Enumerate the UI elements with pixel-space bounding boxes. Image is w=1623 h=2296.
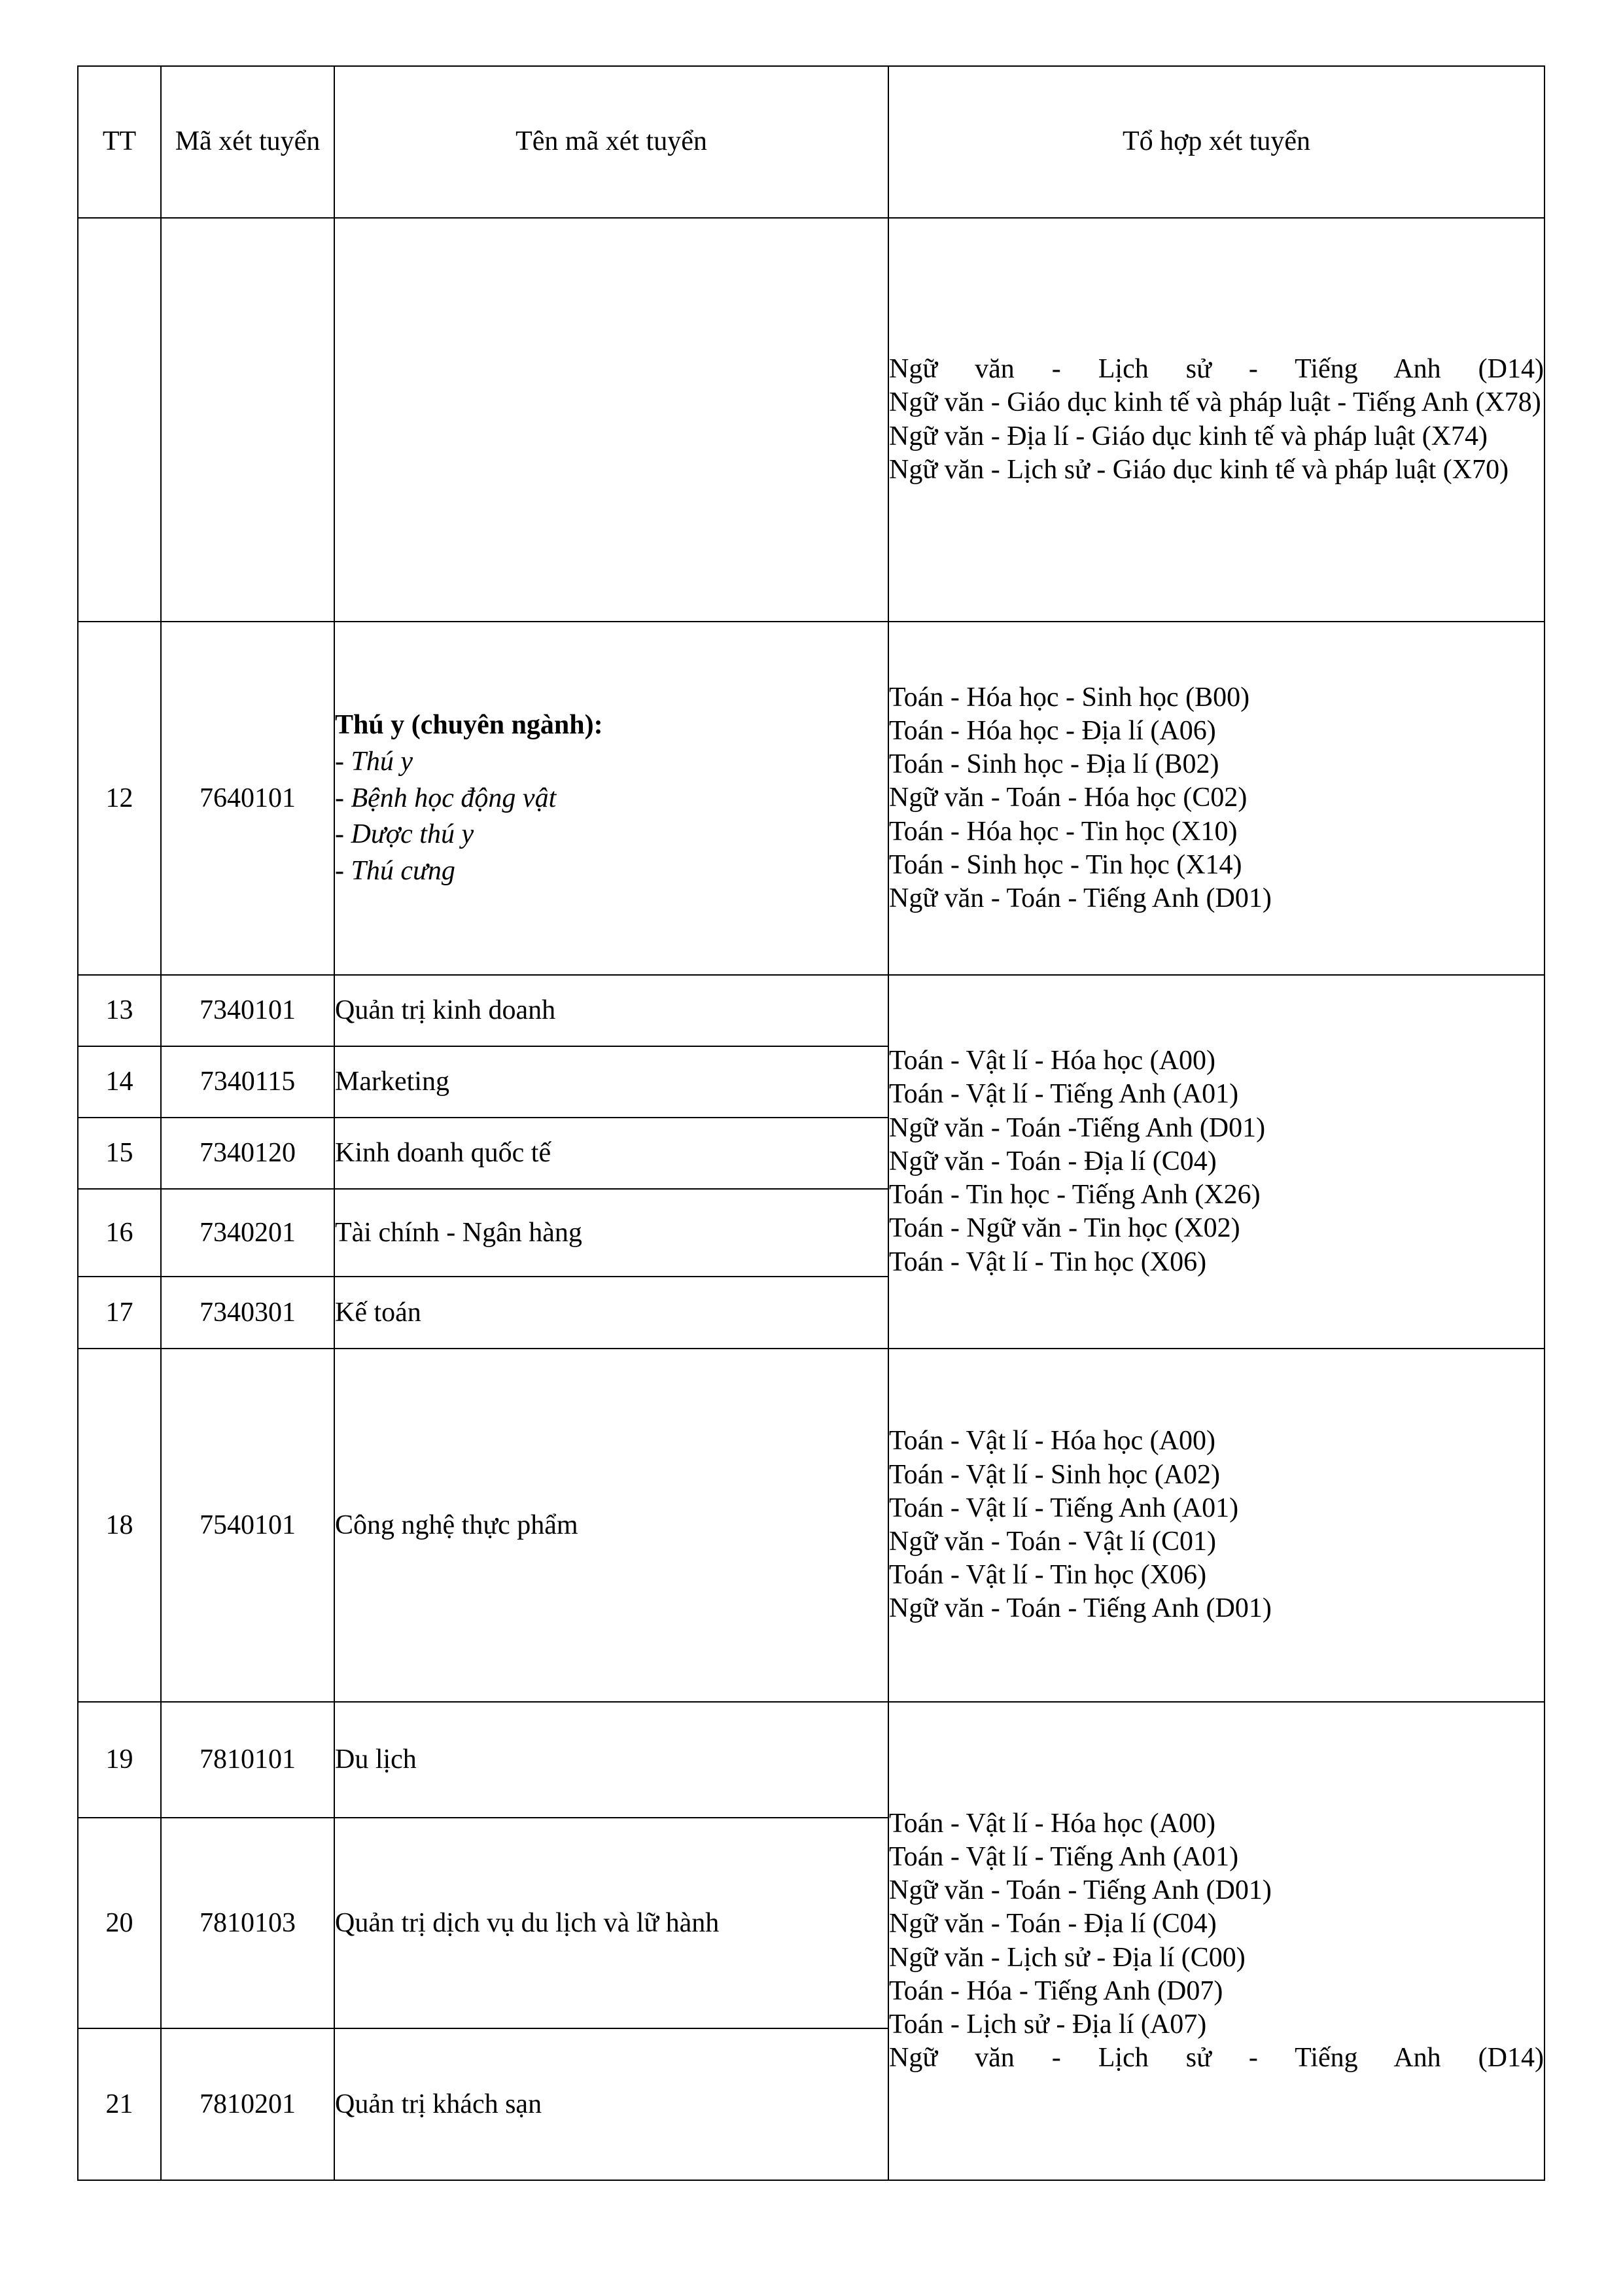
combination-item: Toán - Vật lí - Tin học (X06) (889, 1246, 1207, 1277)
combination-item: Toán - Tin học - Tiếng Anh (X26) (889, 1180, 1261, 1210)
column-header-combination: Tổ hợp xét tuyển (888, 66, 1544, 218)
combination-item: Toán - Hóa - Tiếng Anh (D07) (889, 1975, 1223, 2006)
cell-code-empty (161, 218, 334, 622)
program-subitem: - Dược thú y (335, 819, 474, 850)
combination-item: Ngữ văn - Toán - Địa lí (C04) (889, 1909, 1217, 1939)
cell-tt-empty (78, 218, 161, 622)
cell-name: Tài chính - Ngân hàng (334, 1189, 888, 1277)
cell-name: Quản trị khách sạn (334, 2028, 888, 2180)
combination-item: Toán - Vật lí - Hóa học (A00) (889, 1808, 1215, 1839)
combination-item: Toán - Vật lí - Tin học (X06) (889, 1560, 1207, 1591)
cell-code: 7340101 (161, 975, 334, 1046)
combination-item: Toán - Sinh học - Tin học (X14) (889, 849, 1242, 880)
column-header-name: Tên mã xét tuyển (334, 66, 888, 218)
combination-item: Toán - Lịch sử - Địa lí (A07) (889, 2009, 1207, 2040)
cell-combination-continuation (888, 218, 1544, 622)
combination-item: Toán - Vật lí - Hóa học (A00) (889, 1426, 1215, 1457)
cell-tt: 21 (78, 2028, 161, 2180)
cell-tt: 16 (78, 1189, 161, 1277)
table-row (78, 1702, 1544, 1818)
cell-name: Quản trị kinh doanh (334, 975, 888, 1046)
combination-item: Ngữ văn - Toán -Tiếng Anh (D01) (889, 1112, 1266, 1143)
cell-name: Kinh doanh quốc tế (334, 1118, 888, 1189)
combination-item: Ngữ văn - Toán - Tiếng Anh (D01) (889, 1875, 1272, 1906)
combination-item: Toán - Vật lí - Hóa học (A00) (889, 1046, 1215, 1076)
program-subitem: - Bệnh học động vật (335, 783, 557, 813)
cell-code: 7810103 (161, 1818, 334, 2028)
cell-name: Marketing (334, 1046, 888, 1118)
cell-name-empty (334, 218, 888, 622)
table-body (78, 218, 1544, 2180)
cell-combination (888, 622, 1544, 975)
cell-code: 7340120 (161, 1118, 334, 1189)
combination-item: Ngữ văn - Toán - Địa lí (C04) (889, 1146, 1217, 1176)
table-row (78, 975, 1544, 1046)
header-row (78, 66, 1544, 218)
cell-name: Du lịch (334, 1702, 888, 1818)
program-title: Thú y (chuyên ngành): (335, 709, 603, 740)
combination-item: Ngữ văn - Lịch sử - Tiếng Anh (D14) (889, 354, 1544, 385)
cell-combination-group-tourism (888, 1702, 1544, 2180)
table-row (78, 622, 1544, 975)
cell-tt: 20 (78, 1818, 161, 2028)
cell-tt: 17 (78, 1277, 161, 1349)
cell-code: 7340115 (161, 1046, 334, 1118)
table-header (78, 66, 1544, 218)
combination-item: Toán - Vật lí - Sinh học (A02) (889, 1459, 1221, 1490)
cell-code: 7340201 (161, 1189, 334, 1277)
cell-tt: 18 (78, 1349, 161, 1702)
cell-tt: 15 (78, 1118, 161, 1189)
combination-item: Ngữ văn - Toán - Vật lí (C01) (889, 1527, 1217, 1557)
combination-item: Ngữ văn - Lịch sử - Địa lí (C00) (889, 1942, 1246, 1973)
combination-item: Ngữ văn - Lịch sử - Tiếng Anh (D14) (889, 2043, 1544, 2074)
combination-item: Ngữ văn - Toán - Tiếng Anh (D01) (889, 883, 1272, 914)
combination-item: Ngữ văn - Lịch sử - Giáo dục kinh tế và pháp luật (X70) (889, 454, 1509, 485)
cell-tt: 13 (78, 975, 161, 1046)
cell-code: 7810201 (161, 2028, 334, 2180)
cell-combination-group-business (888, 975, 1544, 1349)
combination-item: Toán - Hóa học - Địa lí (A06) (889, 715, 1216, 746)
table-row (78, 1349, 1544, 1702)
combination-item: Toán - Hóa học - Tin học (X10) (889, 816, 1238, 847)
cell-code: 7810101 (161, 1702, 334, 1818)
cell-code: 7540101 (161, 1349, 334, 1702)
admissions-programs-table (77, 65, 1545, 2181)
column-header-code: Mã xét tuyển (161, 66, 334, 218)
cell-combination (888, 1349, 1544, 1702)
combination-item: Ngữ văn - Giáo dục kinh tế và pháp luật - Tiếng Anh (X78) (889, 387, 1541, 418)
cell-code: 7640101 (161, 622, 334, 975)
cell-tt: 14 (78, 1046, 161, 1118)
table-row-continuation (78, 218, 1544, 622)
cell-name (334, 622, 888, 975)
combination-item: Toán - Vật lí - Tiếng Anh (A01) (889, 1079, 1239, 1110)
cell-tt: 12 (78, 622, 161, 975)
column-header-tt: TT (78, 66, 161, 218)
program-subitem: - Thú cưng (335, 855, 455, 886)
combination-item: Toán - Vật lí - Tiếng Anh (A01) (889, 1841, 1239, 1872)
combination-item: Ngữ văn - Toán - Tiếng Anh (D01) (889, 1593, 1272, 1624)
cell-name: Công nghệ thực phẩm (334, 1349, 888, 1702)
program-subitem: - Thú y (335, 747, 413, 777)
combination-item: Toán - Sinh học - Địa lí (B02) (889, 749, 1219, 780)
combination-item: Ngữ văn - Địa lí - Giáo dục kinh tế và pháp luật (X74) (889, 421, 1488, 451)
combination-item: Toán - Ngữ văn - Tin học (X02) (889, 1213, 1240, 1244)
cell-name: Kế toán (334, 1277, 888, 1349)
combination-item: Ngữ văn - Toán - Hóa học (C02) (889, 783, 1248, 813)
cell-tt: 19 (78, 1702, 161, 1818)
cell-name: Quản trị dịch vụ du lịch và lữ hành (334, 1818, 888, 2028)
combination-item: Toán - Vật lí - Tiếng Anh (A01) (889, 1492, 1239, 1523)
combination-item: Toán - Hóa học - Sinh học (B00) (889, 682, 1250, 713)
cell-code: 7340301 (161, 1277, 334, 1349)
